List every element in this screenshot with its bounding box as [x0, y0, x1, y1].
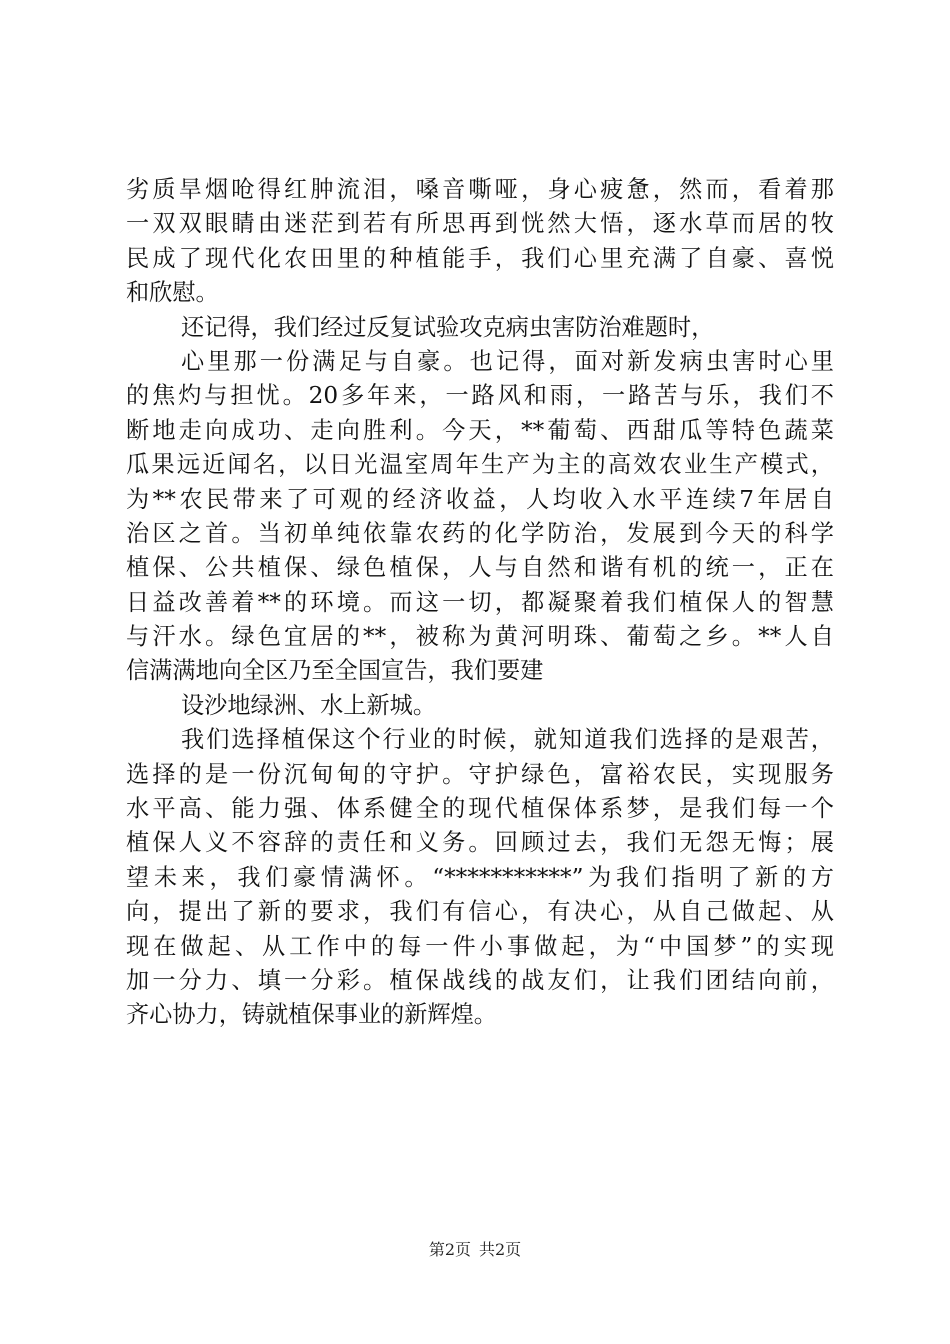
text-line: 和欣慰。: [126, 279, 219, 307]
text-line: 与汗水。绿色宜居的**，被称为黄河明珠、葡萄之乡。**人自: [126, 623, 834, 651]
text-line: 还记得，我们经过反复试验攻克病虫害防治难题时，: [181, 313, 715, 341]
text-line: 的焦灼与担忧。20多年来，一路风和雨，一路苦与乐，我们不: [126, 382, 834, 410]
text-line: 一双双眼睛由迷茫到若有所思再到恍然大悟，逐水草而居的牧: [126, 210, 834, 238]
text-line: 向，提出了新的要求，我们有信心，有决心，从自己做起、从: [126, 898, 834, 926]
text-line: 现在做起、从工作中的每一件小事做起，为“中国梦”的实现: [126, 932, 834, 960]
text-line: 齐心协力，铸就植保事业的新辉煌。: [126, 1001, 497, 1029]
text-line: 望未来，我们豪情满怀。“***********”为我们指明了新的方: [126, 863, 834, 891]
document-body: [126, 173, 834, 1033]
text-line: 植保人义不容辞的责任和义务。回顾过去，我们无怨无悔；展: [126, 829, 834, 857]
text-line: 设沙地绿洲、水上新城。: [181, 691, 437, 719]
text-line: 加一分力、填一分彩。植保战线的战友们，让我们团结向前，: [126, 966, 834, 994]
page-footer: [0, 1240, 950, 1260]
page-number: 第2页: [428, 1240, 471, 1259]
text-line: 植保、公共植保、绿色植保，人与自然和谐有机的统一，正在: [126, 554, 834, 582]
text-line: 水平高、能力强、体系健全的现代植保体系梦，是我们每一个: [126, 795, 834, 823]
text-line: 为**农民带来了可观的经济收益，人均收入水平连续7年居自: [126, 485, 834, 513]
text-line: 民成了现代化农田里的种植能手，我们心里充满了自豪、喜悦: [126, 244, 834, 272]
text-line: 心里那一份满足与自豪。也记得，面对新发病虫害时心里: [181, 347, 834, 375]
text-line: 信满满地向全区乃至全国宣告，我们要建: [126, 657, 544, 685]
text-line: 我们选择植保这个行业的时候，就知道我们选择的是艰苦，: [181, 726, 834, 754]
text-line: 治区之首。当初单纯依靠农药的化学防治，发展到今天的科学: [126, 519, 834, 547]
text-line: 瓜果远近闻名，以日光温室周年生产为主的高效农业生产模式，: [126, 451, 834, 479]
text-line: 劣质旱烟呛得红肿流泪，嗓音嘶哑，身心疲惫，然而，看着那: [126, 176, 834, 203]
text-line: 日益改善着**的环境。而这一切，都凝聚着我们植保人的智慧: [126, 588, 834, 616]
text-line: 断地走向成功、走向胜利。今天，**葡萄、西甜瓜等特色蔬菜: [126, 416, 834, 444]
text-line: 选择的是一份沉甸甸的守护。守护绿色，富裕农民，实现服务: [126, 760, 834, 788]
page-total: 共2页: [479, 1240, 522, 1259]
